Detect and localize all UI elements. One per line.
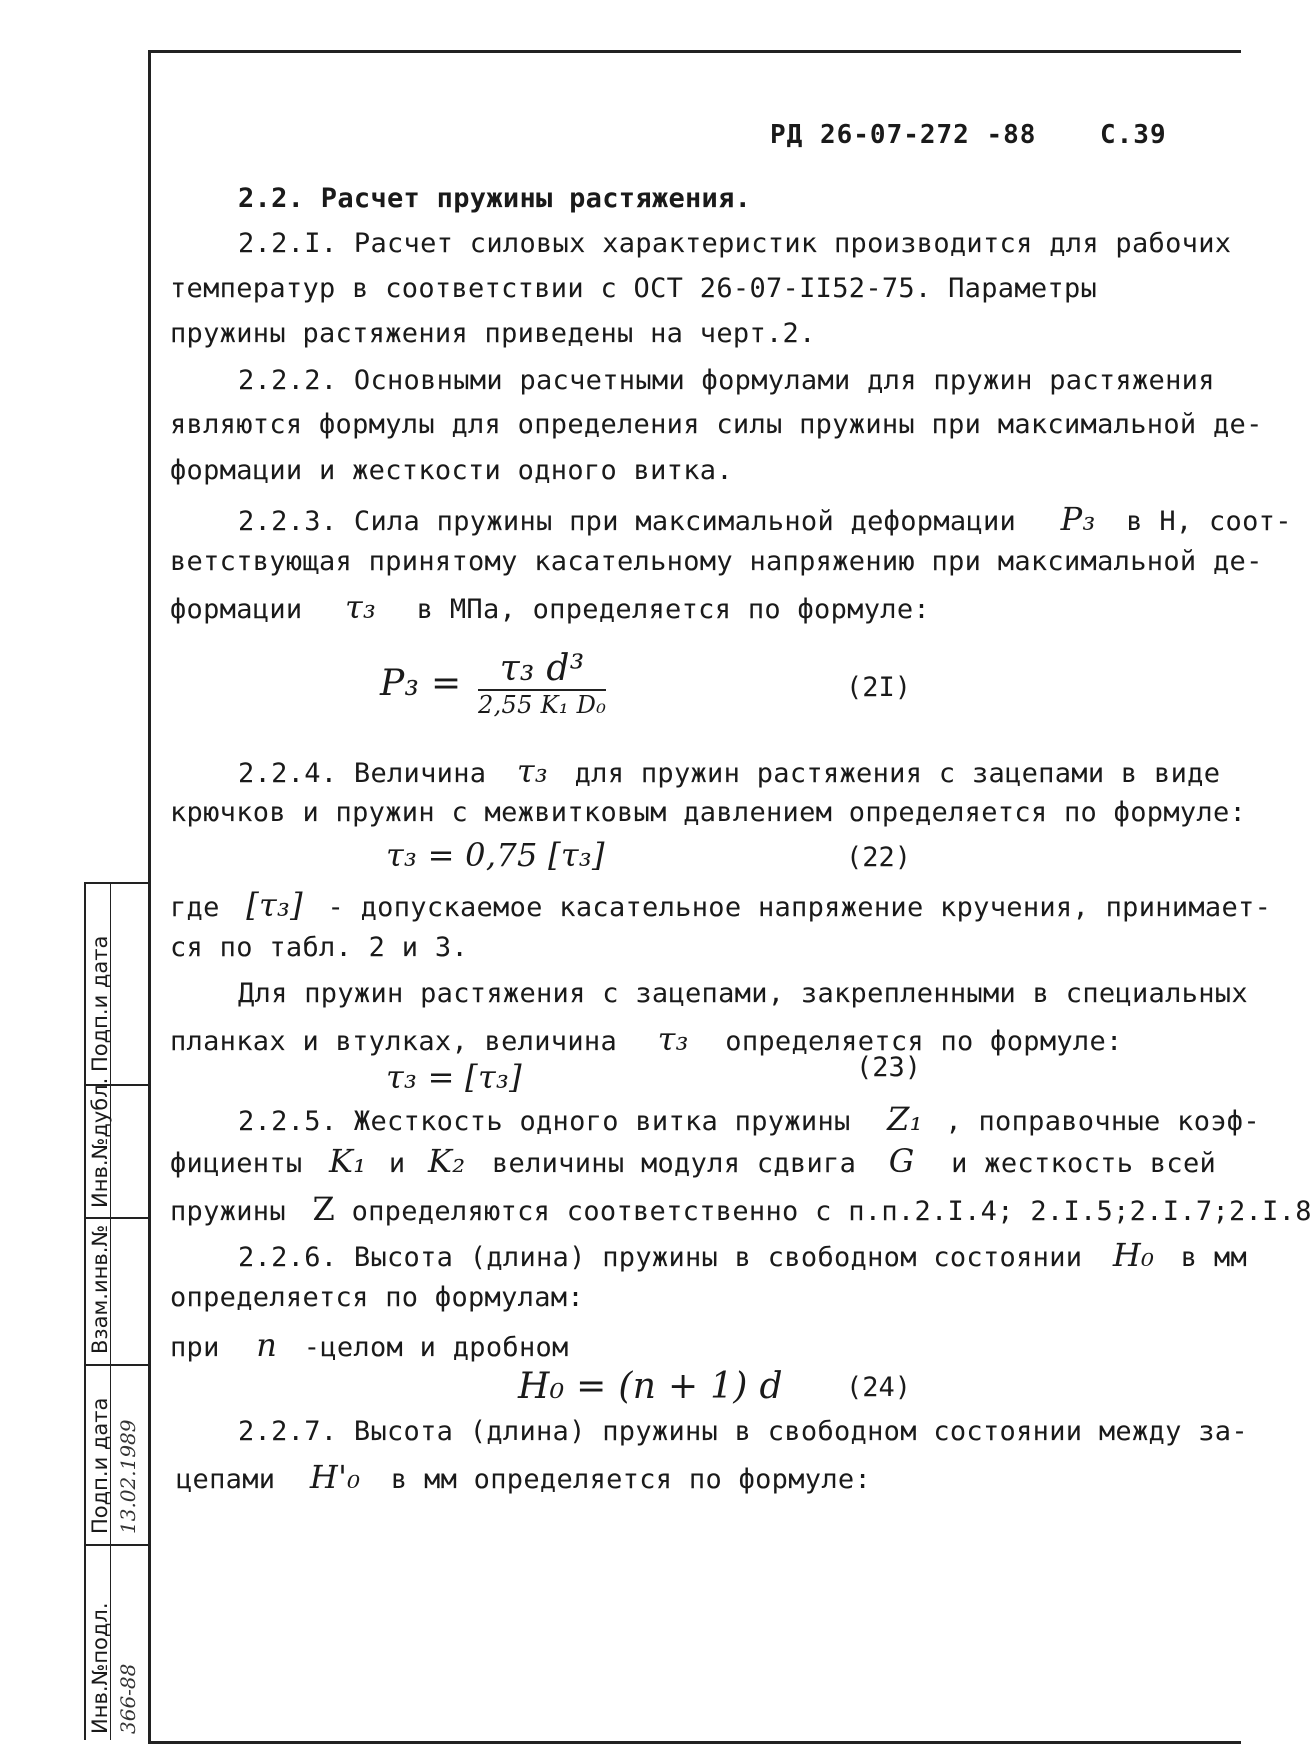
text-segment: где bbox=[170, 892, 220, 923]
symbol-z1: Z₁ bbox=[887, 1100, 923, 1138]
text-line bbox=[170, 1020, 1123, 1058]
text-line bbox=[238, 1100, 1260, 1138]
text-segment: в МПа, определяется по формуле: bbox=[416, 594, 930, 625]
section-title: 2.2. Расчет пружины растяжения. bbox=[238, 183, 752, 214]
text-segment: , поправочные коэф- bbox=[945, 1106, 1260, 1137]
equation-24: H₀ = (n + 1) d bbox=[518, 1366, 783, 1407]
text-segment: пружины bbox=[170, 1196, 286, 1227]
symbol-n: n bbox=[256, 1326, 278, 1364]
text-segment: формации bbox=[170, 594, 303, 625]
text-segment: 2.2.4. Величина bbox=[238, 758, 487, 789]
equation-21 bbox=[380, 648, 606, 719]
text-segment: - допускаемое касательное напряжение кручения, принимает- bbox=[327, 892, 1272, 923]
text-line bbox=[176, 1458, 871, 1496]
equation-22: τ₃ = 0,75 [τ₃] bbox=[386, 836, 605, 874]
text-segment: при bbox=[170, 1332, 220, 1363]
text-line: определяется по формулам: bbox=[170, 1282, 584, 1313]
symbol-z: Z bbox=[312, 1190, 335, 1228]
text-segment: величины модуля сдвига bbox=[491, 1148, 857, 1179]
text-segment: 2.2.3. Сила пружины при максимальной деформации bbox=[238, 506, 1017, 537]
eq21-lhs: P₃ = bbox=[380, 663, 462, 704]
text-segment: планках и втулках, величина bbox=[170, 1026, 617, 1057]
text-line: формации и жесткости одного витка. bbox=[170, 455, 733, 486]
equation-number: (2I) bbox=[846, 672, 912, 703]
text-line bbox=[170, 1190, 1312, 1228]
symbol-h0: H₀ bbox=[1112, 1236, 1155, 1274]
symbol-k2: K₂ bbox=[428, 1142, 466, 1180]
symbol-tau3: τ₃ bbox=[657, 1020, 689, 1058]
text-segment: определяется по формуле: bbox=[725, 1026, 1123, 1057]
text-line: температур в соответствии с ОСТ 26-07-II52-75. Параметры bbox=[170, 273, 1098, 304]
equation-23: τ₃ = [τ₃] bbox=[386, 1058, 522, 1096]
text-segment: определяются соответственно с п.п.2.I.4; 2.I.5;2.I.7;2.I.8 bbox=[351, 1196, 1312, 1227]
approval-stamp bbox=[84, 882, 150, 1740]
symbol-tau3: τ₃ bbox=[345, 588, 377, 626]
text-line: Для пружин растяжения с зацепами, закрепленными в специальных bbox=[238, 978, 1248, 1009]
eq21-numerator: τ₃ d³ bbox=[478, 648, 606, 691]
text-segment: для пружин растяжения с зацепами в виде bbox=[574, 758, 1221, 789]
text-line: крючков и пружин с межвитковым давлением определяется по формуле: bbox=[170, 797, 1247, 828]
text-line: ся по табл. 2 и 3. bbox=[170, 932, 468, 963]
equation-number: (22) bbox=[846, 842, 912, 873]
symbol-tau3-bracket: [τ₃] bbox=[246, 886, 303, 924]
text-segment: 2.2.6. Высота (длина) пружины в свободном состоянии bbox=[238, 1242, 1083, 1273]
text-line: пружины растяжения приведены на черт.2. bbox=[170, 318, 816, 349]
text-segment: и bbox=[388, 1148, 406, 1179]
stamp-label: Подп.и дата bbox=[88, 935, 112, 1072]
text-segment: в мм bbox=[1180, 1242, 1248, 1273]
text-line bbox=[238, 500, 1292, 538]
symbol-tau3: τ₃ bbox=[516, 752, 549, 790]
eq21-denominator: 2,55 K₁ D₀ bbox=[478, 691, 607, 719]
handwritten-number: 366-88 bbox=[116, 1663, 140, 1734]
text-line: ветствующая принятому касательному напряжению при максимальной де- bbox=[170, 546, 1263, 577]
text-line bbox=[170, 588, 930, 626]
stamp-divider bbox=[86, 1544, 150, 1546]
text-line bbox=[170, 886, 1271, 924]
document-header bbox=[770, 120, 1167, 150]
stamp-label: Подп.и дата bbox=[88, 1397, 112, 1534]
text-line bbox=[170, 1142, 1216, 1180]
eq21-fraction bbox=[478, 648, 606, 719]
symbol-g: G bbox=[888, 1142, 915, 1180]
stamp-label: Инв.№подл. bbox=[88, 1602, 112, 1734]
text-line: 2.2.7. Высота (длина) пружины в свободном состоянии между за- bbox=[238, 1416, 1248, 1447]
text-segment: -целом и дробном bbox=[303, 1332, 569, 1363]
text-segment: фициенты bbox=[170, 1148, 303, 1179]
text-segment: и жесткость всей bbox=[951, 1148, 1217, 1179]
stamp-label: Взам.инв.№ bbox=[88, 1224, 112, 1354]
stamp-label: Инв.№дубл. bbox=[88, 1077, 112, 1208]
symbol-p3: P₃ bbox=[1060, 500, 1096, 538]
text-line bbox=[170, 1326, 569, 1364]
text-segment: в мм определяется по формуле: bbox=[390, 1464, 872, 1495]
text-line: 2.2.2. Основными расчетными формулами для пружин растяжения bbox=[238, 365, 1215, 396]
symbol-k1: K₁ bbox=[329, 1142, 367, 1180]
equation-number: (23) bbox=[856, 1052, 922, 1083]
symbol-h0-prime: H'₀ bbox=[309, 1458, 361, 1496]
text-segment: цепами bbox=[176, 1464, 276, 1495]
signature-date: 13.02.1989 bbox=[116, 1419, 140, 1534]
stamp-divider bbox=[86, 1364, 150, 1366]
page-number: С.39 bbox=[1100, 120, 1167, 150]
text-line: являются формулы для определения силы пружины при максимальной де- bbox=[170, 409, 1263, 440]
equation-number: (24) bbox=[846, 1372, 912, 1403]
text-segment: 2.2.5. Жесткость одного витка пружины bbox=[238, 1106, 851, 1137]
text-line bbox=[238, 752, 1220, 790]
text-line bbox=[238, 1236, 1247, 1274]
text-segment: в Н, соот- bbox=[1126, 506, 1292, 537]
stamp-divider bbox=[86, 1217, 150, 1219]
doc-code: РД 26-07-272 -88 bbox=[770, 120, 1037, 150]
text-line: 2.2.I. Расчет силовых характеристик производится для рабочих bbox=[238, 228, 1232, 259]
